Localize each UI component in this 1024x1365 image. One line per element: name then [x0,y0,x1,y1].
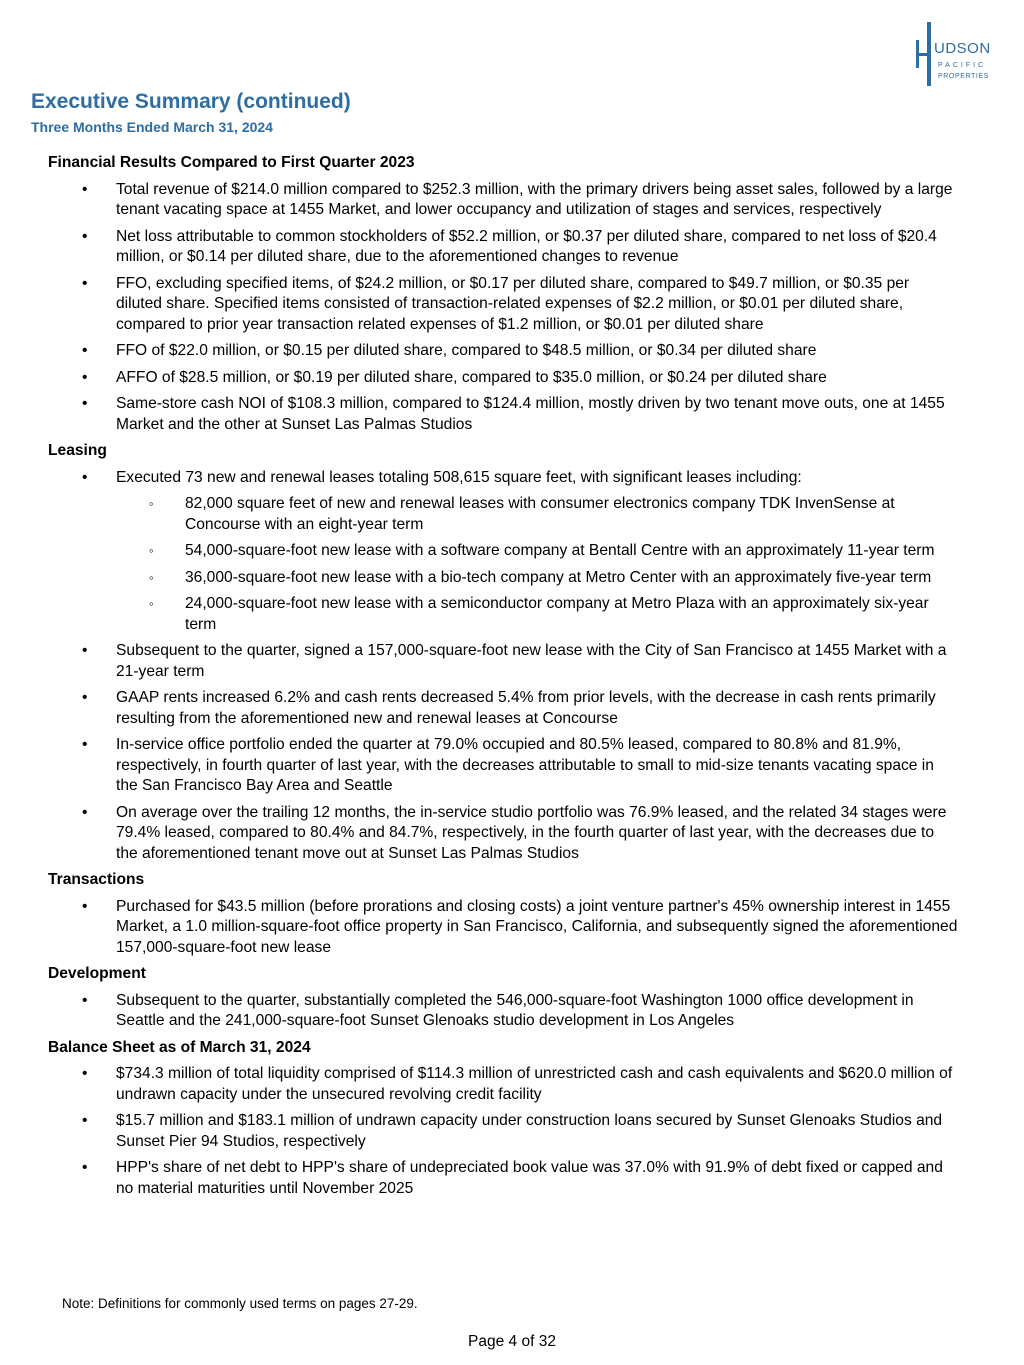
list-item: • Net loss attributable to common stockholders of $52.2 million, or $0.37 per diluted share, compared to net loss of $20.4 million, or $0.14 per diluted share, due to the aforementioned changes to revenue [48,227,958,268]
section-financial-results [48,153,958,435]
logo-wordmark: UDSON [934,40,991,57]
list-item: • GAAP rents increased 6.2% and cash rents decreased 5.4% from prior levels, with the decrease in cash rents primarily resulting from the aforementioned new and renewal leases at Concourse [48,688,958,729]
list-item-text: Executed 73 new and renewal leases totaling 508,615 square feet, with significant leases including: [116,468,802,486]
section-heading: Balance Sheet as of March 31, 2024 [48,1038,311,1056]
list-item: • AFFO of $28.5 million, or $0.19 per diluted share, compared to $35.0 million, or $0.24 per diluted share [48,368,958,389]
section-leasing [48,441,958,864]
sub-list-item: ◦ 82,000 square feet of new and renewal leases with consumer electronics company TDK InvenSense at Concourse with an eight-year term [48,494,958,535]
list-item: • $734.3 million of total liquidity comprised of $114.3 million of unrestricted cash and cash equivalents and $620.0 million of undrawn capacity under the unsecured revolving credit facility [48,1064,958,1105]
list-item: • In-service office portfolio ended the quarter at 79.0% occupied and 80.5% leased, compared to 80.8% and 81.9%, respectively, in fourth quarter of last year, with the decreases attributable to small to mid-size tenants vacating space in the San Francisco Bay Area and Seattle [48,735,958,797]
section-heading: Financial Results Compared to First Quarter 2023 [48,154,415,171]
sub-bullet-list [48,494,958,635]
page-title: Executive Summary (continued) [31,90,351,113]
section-heading: Transactions [48,871,145,888]
list-item: • Subsequent to the quarter, signed a 157,000-square-foot new lease with the City of San Francisco at 1455 Market with a 21-year term [48,641,958,682]
section-transactions [48,870,958,958]
list-item: • Same-store cash NOI of $108.3 million, compared to $124.4 million, mostly driven by two tenant move outs, one at 1455 Market and the other at Sunset Las Palmas Studios [48,394,958,435]
list-item: • HPP's share of net debt to HPP's share of undepreciated book value was 37.0% with 91.9% of debt fixed or capped and no material maturities until November 2025 [48,1158,958,1199]
logo-sub-properties: PROPERTIES [938,73,989,80]
list-item: • On average over the trailing 12 months, the in-service studio portfolio was 76.9% leased, and the related 34 stages were 79.4% leased, compared to 80.4% and 84.7%, respectively, in the fourth quarter of last year, with the decreases due to the aforementioned tenant move out at Sunset Las Palmas Studios [48,803,958,865]
sub-list-item: ◦ 36,000-square-foot new lease with a bio-tech company at Metro Center with an approximately five-year term [48,568,958,589]
list-item: • $15.7 million and $183.1 million of undrawn capacity under construction loans secured by Sunset Glenoaks Studios and Sunset Pier 94 Studios, respectively [48,1111,958,1152]
section-development [48,964,958,1032]
bullet-list [48,468,958,865]
list-item: • Total revenue of $214.0 million compared to $252.3 million, with the primary drivers being asset sales, followed by a large tenant vacating space at 1455 Market, and lower occupancy and utilization of stages and services, respectively [48,180,958,221]
page-subtitle: Three Months Ended March 31, 2024 [31,119,273,135]
bullet-list [48,991,958,1032]
logo-sub-pacific: PACIFIC [938,62,987,69]
sub-list-item: ◦ 54,000-square-foot new lease with a software company at Bentall Centre with an approximately 11-year term [48,541,958,562]
list-item: • Purchased for $43.5 million (before prorations and closing costs) a joint venture partner's 45% ownership interest in 1455 Market, a 1.0 million-square-foot office property in San Francisco, California, and subsequently signed the aforementioned 157,000-square-foot new lease [48,897,958,959]
bullet-list [48,897,958,959]
company-logo [912,20,1002,90]
bullet-list [48,180,958,436]
summary-content [48,153,958,1199]
page-number: Page 4 of 32 [468,1333,556,1350]
list-item: • Subsequent to the quarter, substantially completed the 546,000-square-foot Washington 1000 office development in Seattle and the 241,000-square-foot Sunset Glenoaks studio development in Los Angeles [48,991,958,1032]
list-item [48,468,958,636]
section-balance-sheet [48,1038,958,1200]
section-heading: Leasing [48,442,107,459]
section-heading: Development [48,965,146,982]
bullet-list [48,1064,958,1199]
list-item: • FFO of $22.0 million, or $0.15 per diluted share, compared to $48.5 million, or $0.34 per diluted share [48,341,958,362]
footnote: Note: Definitions for commonly used terms on pages 27-29. [62,1296,418,1311]
list-item: • FFO, excluding specified items, of $24.2 million, or $0.17 per diluted share, compared to $49.7 million, or $0.35 per diluted share. Specified items consisted of transaction-related expenses of $2.2 million, or $0.01 per diluted share, compared to prior year transaction related expenses of $1.2 million, or $0.01 per diluted share [48,274,958,336]
sub-list-item: ◦ 24,000-square-foot new lease with a semiconductor company at Metro Plaza with an approximately six-year term [48,594,958,635]
